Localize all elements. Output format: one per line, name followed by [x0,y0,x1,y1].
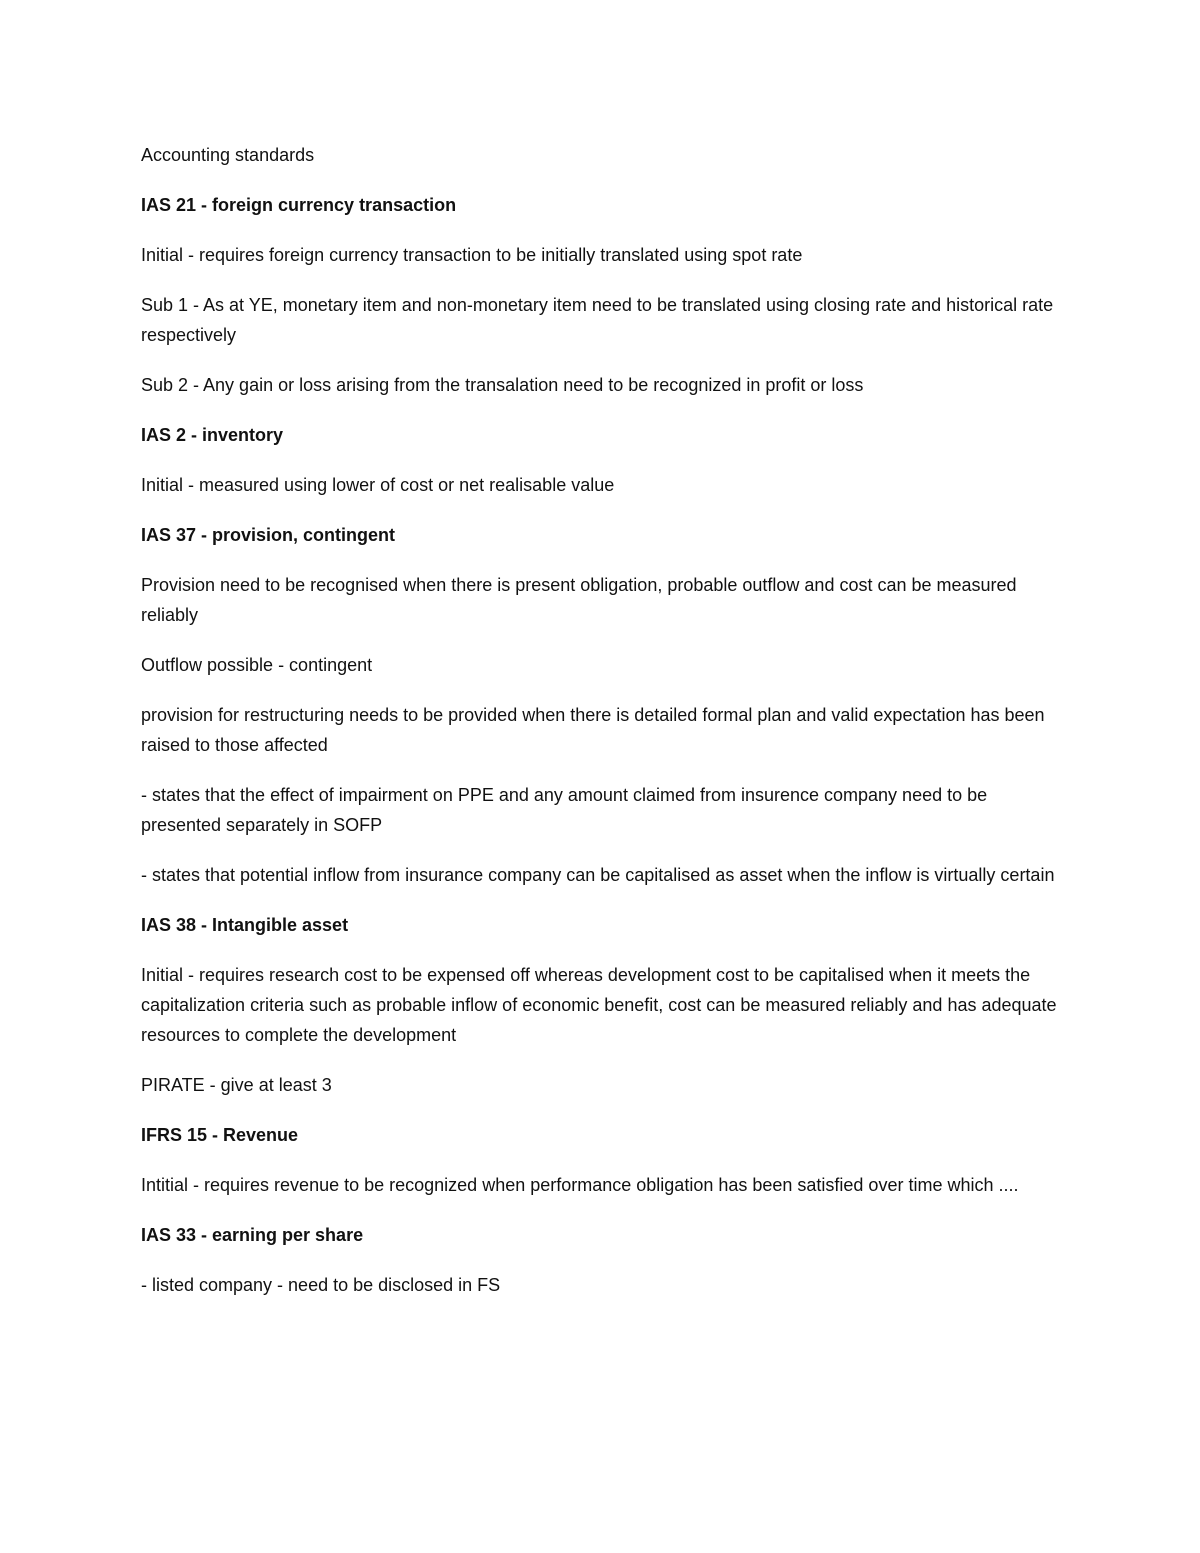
body-paragraph: - listed company - need to be disclosed in FS [141,1275,501,1295]
body-paragraph: Outflow possible - contingent [141,655,373,675]
body-paragraph: Sub 1 - As at YE, monetary item and non-monetary item need to be translated using closing rate and historical rate respectively [141,295,1054,345]
section-heading: IAS 2 - inventory [141,425,284,445]
body-paragraph: Initial - measured using lower of cost or net realisable value [141,475,615,495]
body-paragraph: Initial - requires foreign currency transaction to be initially translated using spot rate [141,245,803,265]
document-title: Accounting standards [141,145,315,165]
section-heading: IAS 21 - foreign currency transaction [141,195,457,215]
body-paragraph: - states that potential inflow from insurance company can be capitalised as asset when the inflow is virtually certain [141,865,1055,885]
body-paragraph: Initial - requires research cost to be expensed off whereas development cost to be capitalised when it meets the capitalization criteria such as probable inflow of economic benefit, cost can be measured reliably and has adequate resources to complete the development [141,965,1057,1045]
section-heading: IFRS 15 - Revenue [141,1125,299,1145]
section-heading: IAS 33 - earning per share [141,1225,364,1245]
body-paragraph: Provision need to be recognised when there is present obligation, probable outflow and cost can be measured reliably [141,575,1017,625]
body-paragraph: - states that the effect of impairment on PPE and any amount claimed from insurence company need to be presented separately in SOFP [141,785,988,835]
body-paragraph: Intitial - requires revenue to be recognized when performance obligation has been satisfied over time which .... [141,1175,1019,1195]
section-heading: IAS 38 - Intangible asset [141,915,349,935]
body-paragraph: PIRATE - give at least 3 [141,1075,332,1095]
section-heading: IAS 37 - provision, contingent [141,525,396,545]
body-paragraph: Sub 2 - Any gain or loss arising from the transalation need to be recognized in profit or loss [141,375,864,395]
document-body [141,140,1061,1320]
body-paragraph: provision for restructuring needs to be provided when there is detailed formal plan and valid expectation has been raised to those affected [141,705,1045,755]
